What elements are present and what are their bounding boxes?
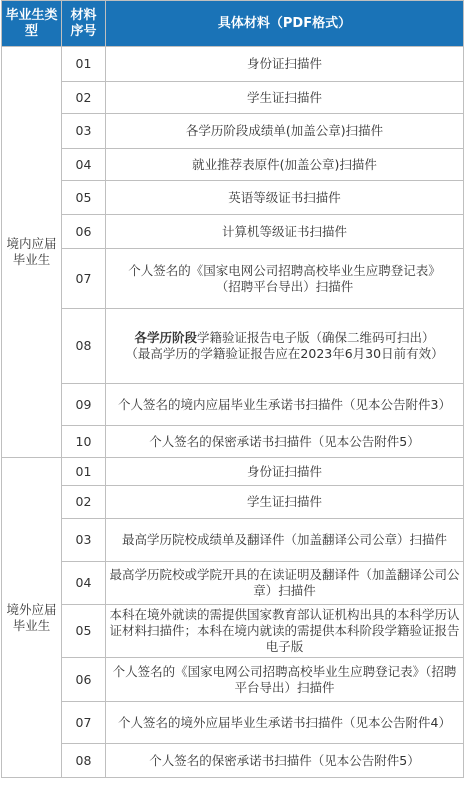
material-number-cell: 05	[62, 605, 106, 658]
table-row	[2, 82, 464, 114]
material-number-cell: 05	[62, 181, 106, 215]
material-detail-line	[109, 279, 460, 295]
material-number-cell: 09	[62, 384, 106, 426]
table-row	[2, 249, 464, 309]
material-number-cell: 08	[62, 309, 106, 384]
material-number-cell: 01	[62, 47, 106, 82]
material-detail-text: （最高学历的学籍验证报告应在2023年6月30日前有效）	[125, 346, 444, 361]
material-detail-cell	[106, 309, 464, 384]
graduate-type-cell: 境内应届毕业生	[2, 47, 62, 458]
material-detail-line	[109, 263, 460, 279]
material-detail-text: 计算机等级证书扫描件	[221, 223, 347, 239]
material-detail-cell	[106, 744, 464, 778]
material-detail-cell	[106, 658, 464, 702]
header-material-detail: 具体材料（PDF格式）	[106, 1, 464, 47]
table-row	[2, 114, 464, 149]
material-detail-text: 就业推荐表原件(加盖公章)扫描件	[192, 156, 377, 172]
material-number-cell: 04	[62, 149, 106, 181]
material-number-cell: 08	[62, 744, 106, 778]
material-detail-text: 各学历阶段成绩单(加盖公章)扫描件	[185, 123, 384, 138]
material-detail-text: 学籍验证报告电子版（确保二维码可扫出）	[197, 330, 435, 345]
material-detail-text: 英语等级证书扫描件	[228, 189, 341, 205]
material-detail-line	[109, 346, 460, 362]
material-detail-text: 身份证扫描件	[246, 56, 322, 71]
material-detail-line	[109, 715, 460, 731]
table-row	[2, 658, 464, 702]
table-row	[2, 181, 464, 215]
material-detail-text: 最高学历院校成绩单及翻译件（加盖翻译公司公章）扫描件	[121, 532, 447, 547]
material-detail-cell	[106, 181, 464, 215]
material-detail-line	[109, 224, 460, 240]
table-row	[2, 309, 464, 384]
material-detail-line	[109, 607, 460, 655]
material-detail-text: 个人签名的《国家电网公司招聘高校毕业生应聘登记表》	[128, 262, 441, 278]
material-detail-text: 个人签名的保密承诺书扫描件（见本公告附件5）	[149, 752, 420, 768]
header-graduate-type: 毕业生类型	[2, 1, 62, 47]
material-detail-line	[109, 567, 460, 599]
material-detail-cell	[106, 605, 464, 658]
material-detail-cell	[106, 702, 464, 744]
table-row	[2, 519, 464, 562]
table-row	[2, 149, 464, 181]
material-detail-line	[109, 157, 460, 173]
material-detail-line	[109, 494, 460, 510]
material-number-cell: 02	[62, 486, 106, 519]
material-detail-line	[109, 532, 460, 548]
material-detail-text: 个人签名的《国家电网公司招聘高校毕业生应聘登记表》（招聘平台导出）扫描件	[112, 663, 457, 695]
table-row	[2, 426, 464, 458]
material-detail-cell	[106, 47, 464, 82]
table-row	[2, 562, 464, 605]
material-detail-line	[109, 123, 460, 139]
material-detail-text: （招聘平台导出）扫描件	[215, 278, 354, 294]
graduate-type-cell: 境外应届毕业生	[2, 458, 62, 778]
materials-table	[1, 0, 464, 778]
material-detail-line	[109, 434, 460, 450]
material-detail-line	[109, 330, 460, 346]
material-number-cell: 03	[62, 114, 106, 149]
material-detail-cell	[106, 562, 464, 605]
material-number-cell: 07	[62, 702, 106, 744]
material-detail-text: 个人签名的境外应届毕业生承诺书扫描件（见本公告附件4）	[118, 714, 451, 730]
table-row	[2, 215, 464, 249]
material-detail-cell	[106, 82, 464, 114]
material-detail-text: 学生证扫描件	[246, 494, 322, 509]
table-row	[2, 605, 464, 658]
material-detail-cell	[106, 519, 464, 562]
material-detail-cell	[106, 486, 464, 519]
material-detail-cell	[106, 149, 464, 181]
material-number-cell: 02	[62, 82, 106, 114]
material-detail-text: 个人签名的境内应届毕业生承诺书扫描件（见本公告附件3）	[118, 396, 451, 412]
material-detail-line	[109, 56, 460, 72]
material-number-cell: 03	[62, 519, 106, 562]
material-detail-cell	[106, 114, 464, 149]
material-detail-line	[109, 190, 460, 206]
table-row	[2, 744, 464, 778]
table-row	[2, 458, 464, 486]
material-detail-cell	[106, 384, 464, 426]
material-number-cell: 06	[62, 215, 106, 249]
table-header-row	[2, 1, 464, 47]
material-detail-text: 个人签名的保密承诺书扫描件（见本公告附件5）	[149, 433, 420, 449]
material-detail-line	[109, 753, 460, 769]
material-detail-text: 本科在境外就读的需提供国家教育部认证机构出具的本科学历认证材料扫描件；本科在境内就读的需提供本科阶段学籍验证报告电子版	[109, 607, 460, 654]
material-detail-line	[109, 464, 460, 480]
header-material-number: 材料序号	[62, 1, 106, 47]
material-number-cell: 04	[62, 562, 106, 605]
material-detail-line	[109, 90, 460, 106]
material-detail-cell	[106, 426, 464, 458]
material-detail-cell	[106, 215, 464, 249]
material-number-cell: 10	[62, 426, 106, 458]
material-detail-cell	[106, 458, 464, 486]
table-body	[2, 47, 464, 778]
material-number-cell: 06	[62, 658, 106, 702]
material-number-cell: 01	[62, 458, 106, 486]
table-row	[2, 702, 464, 744]
material-detail-line	[109, 664, 460, 696]
table-row	[2, 486, 464, 519]
material-number-cell: 07	[62, 249, 106, 309]
material-detail-cell	[106, 249, 464, 309]
material-detail-line	[109, 397, 460, 413]
material-detail-bold: 各学历阶段	[134, 330, 197, 345]
material-detail-text: 最高学历院校或学院开具的在读证明及翻译件（加盖翻译公司公章）扫描件	[109, 567, 460, 598]
material-detail-text: 学生证扫描件	[246, 89, 322, 105]
material-detail-text: 身份证扫描件	[246, 463, 322, 479]
table-row	[2, 384, 464, 426]
table-row	[2, 47, 464, 82]
